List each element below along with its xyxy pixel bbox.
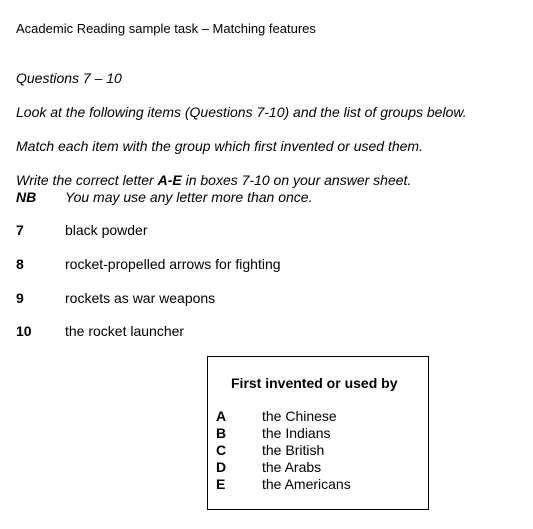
group-letter: D [216,459,227,475]
group-name: the British [262,442,325,458]
group-name: the Indians [262,425,331,441]
group-letter: A [216,408,227,424]
group-letter: C [216,442,227,458]
question-number: 9 [16,290,24,306]
question-text: black powder [65,222,148,238]
group-name: the Chinese [262,408,337,424]
instruction-line-2: Match each item with the group which first invented or used them. [16,138,423,154]
group-letter: B [216,425,227,441]
question-number: 8 [16,256,24,272]
questions-heading: Questions 7 – 10 [16,70,122,86]
instruction-line-3 [16,172,411,188]
instruction-line-3-suffix: in boxes 7-10 on your answer sheet. [181,172,412,188]
instruction-line-3-prefix: Write the correct letter [16,172,158,188]
question-text: the rocket launcher [65,323,185,339]
question-number: 7 [16,222,24,238]
group-name: the Arabs [262,459,322,475]
nb-label: NB [16,189,37,205]
page-title: Academic Reading sample task – Matching features [16,21,316,36]
question-text: rocket-propelled arrows for fighting [65,256,281,272]
instruction-line-3-letters: A-E [157,172,182,188]
question-number: 10 [16,323,32,339]
groups-title: First invented or used by [231,375,398,391]
groups-box [207,356,429,510]
question-text: rockets as war weapons [65,290,216,306]
instruction-line-1: Look at the following items (Questions 7-10) and the list of groups below. [16,104,467,120]
group-name: the Americans [262,476,351,492]
group-letter: E [216,476,226,492]
nb-text: You may use any letter more than once. [65,189,313,205]
